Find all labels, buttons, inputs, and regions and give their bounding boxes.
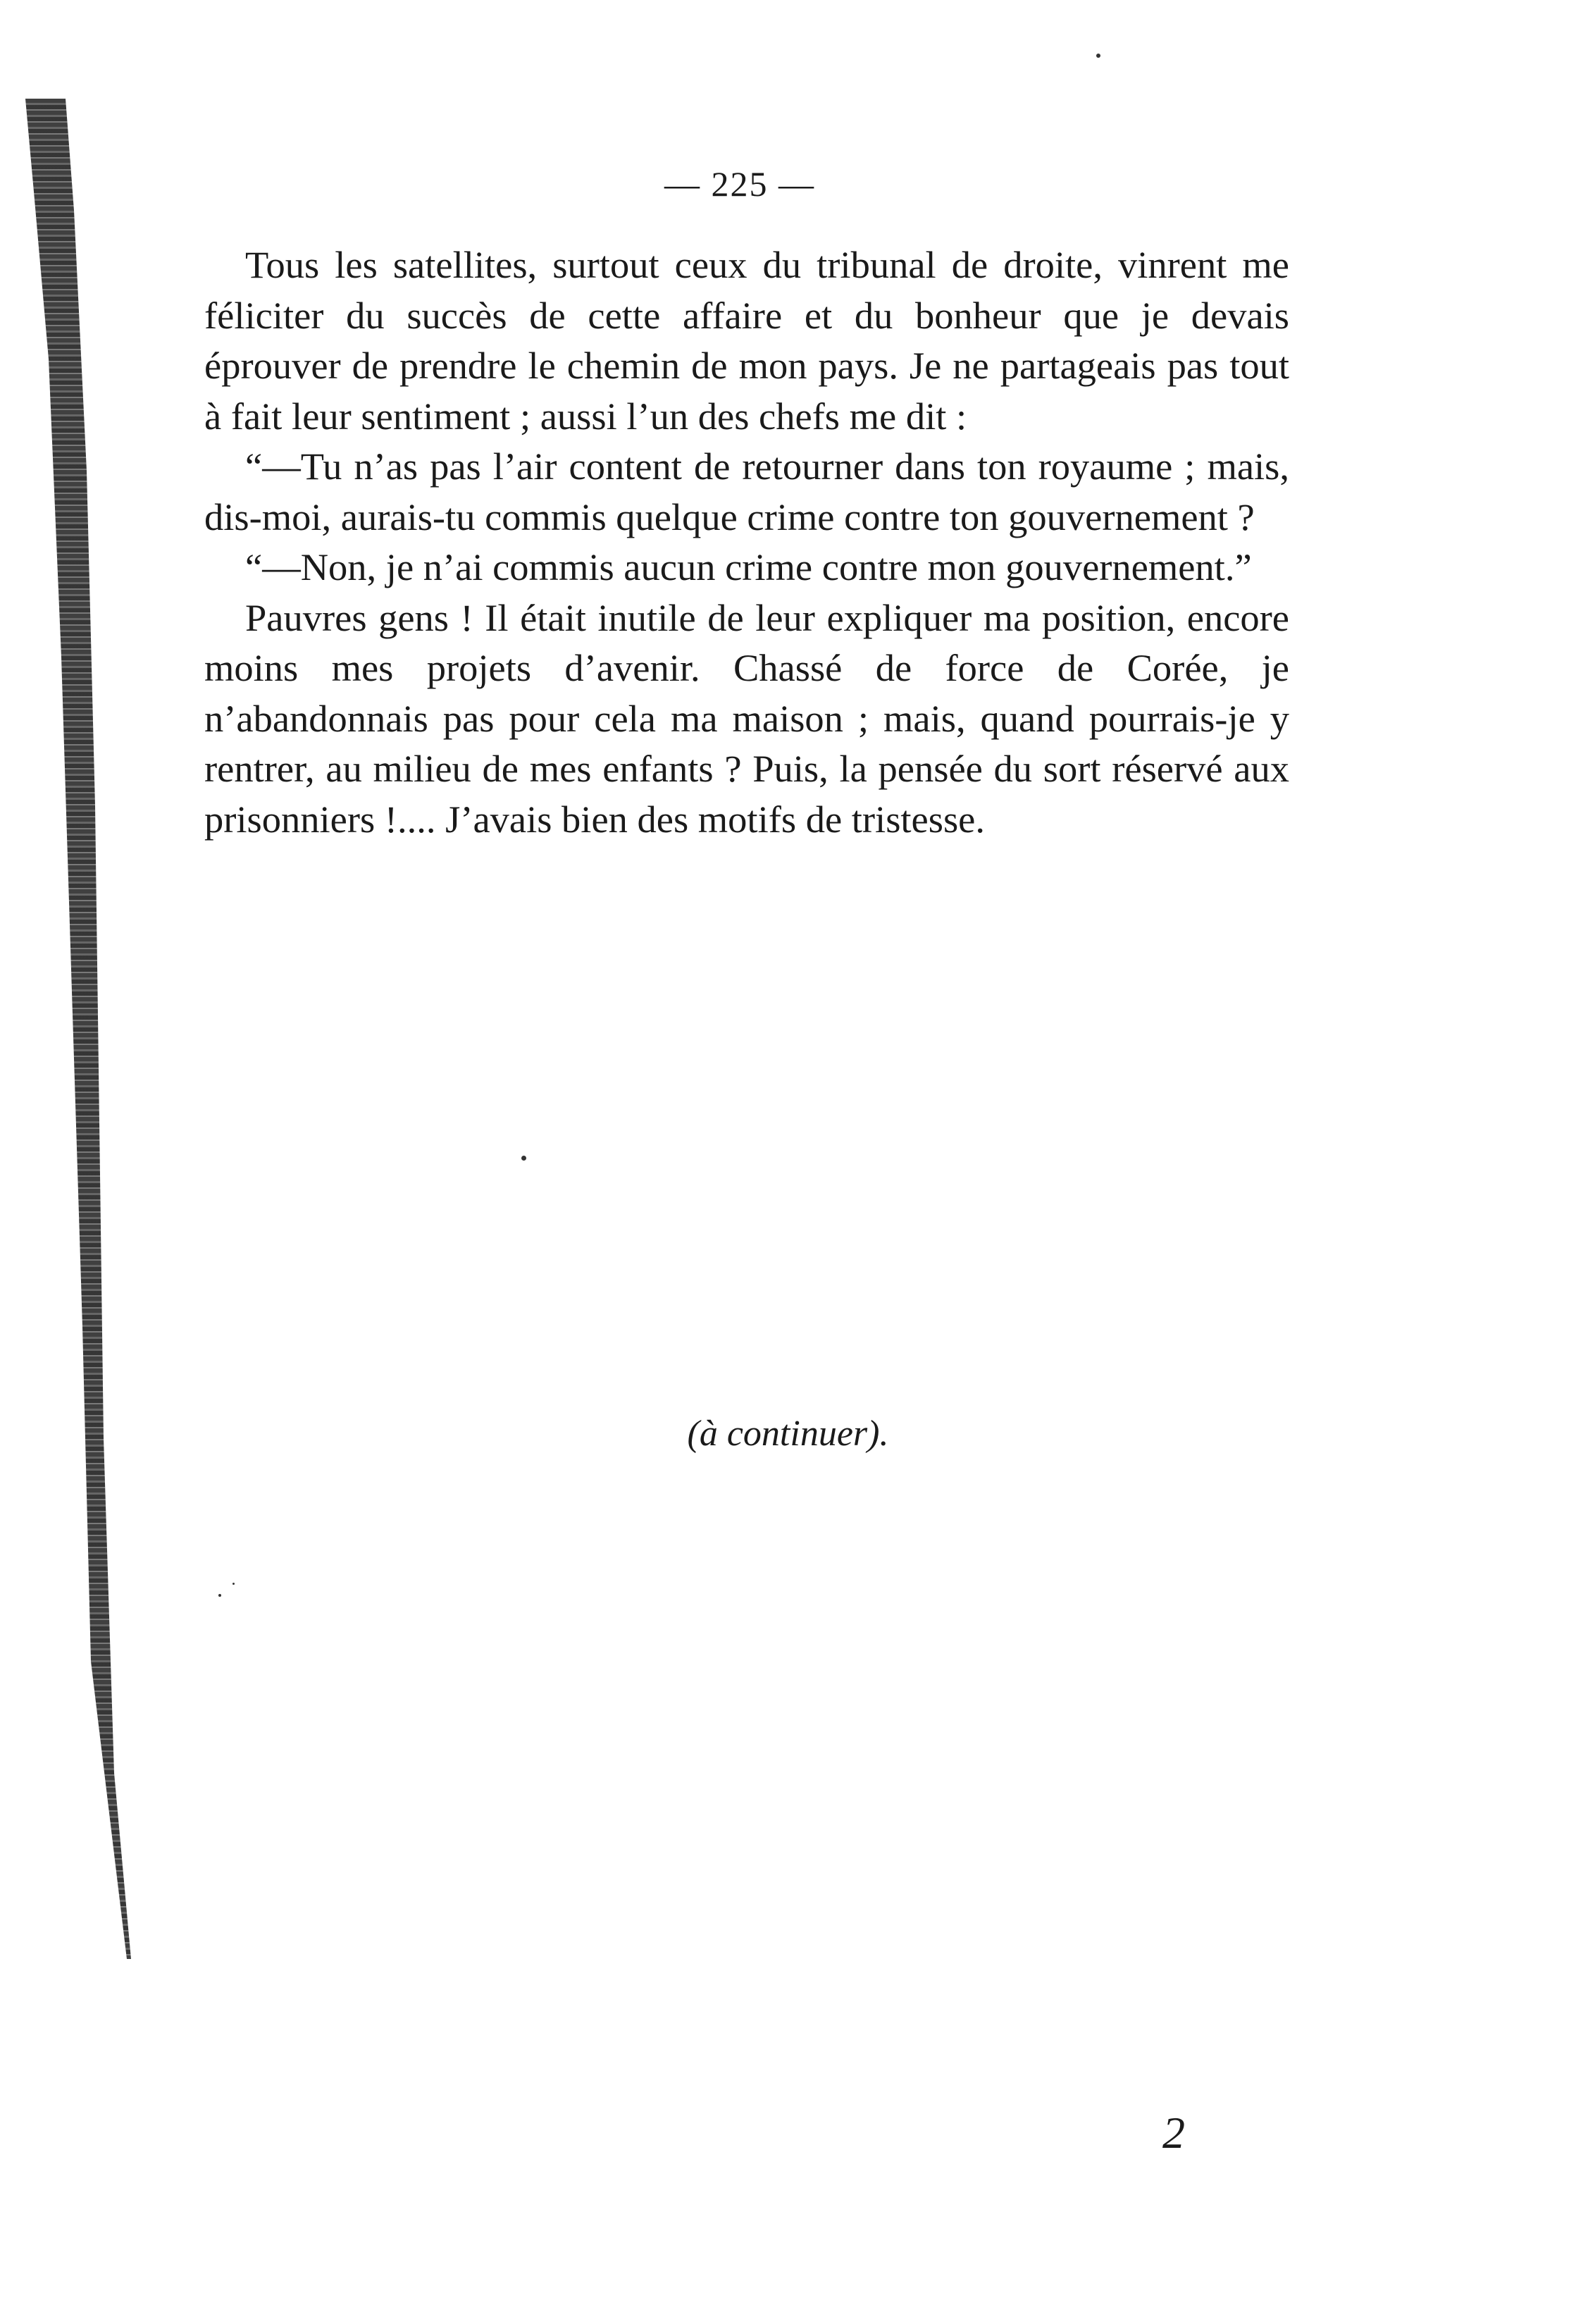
body-text bbox=[204, 240, 1289, 844]
paragraph: “—Tu n’as pas l’air content de retourner dans ton royaume ; mais, dis-moi, aurais-tu commis quelque crime contre ton gouvernement ? bbox=[204, 445, 1289, 538]
continuation-note: (à continuer). bbox=[687, 1414, 889, 1454]
page-number: — 225 — bbox=[664, 164, 815, 204]
binding-edge-scan bbox=[25, 99, 131, 1959]
paragraph: “—Non, je n’ai commis aucun crime contre mon gouvernement.” bbox=[245, 545, 1252, 588]
speck-decoration bbox=[1096, 54, 1100, 58]
paragraph: Pauvres gens ! Il était inutile de leur expliquer ma position, encore moins mes projets d’avenir. Chassé de force de Corée, je n’abandonnais pas pour cela ma maison ; mais, quand pourrais-je y rentrer, au milieu de mes enfants ? Puis, la pensée du sort réservé aux prisonniers !.... J’avais bien des motifs de tristesse. bbox=[204, 595, 1289, 841]
paragraph: Tous les satellites, surtout ceux du tribunal de droite, vinrent me féliciter du succès de cette affaire et du bonheur que je devais éprouver de prendre le chemin de mon pays. Je ne partageais pas tout à fait leur sentiment ; aussi l’un des chefs me dit : bbox=[204, 243, 1289, 438]
speck-decoration bbox=[521, 1156, 526, 1161]
speck-decoration bbox=[232, 1583, 235, 1585]
signature-mark: 2 bbox=[1162, 2108, 1185, 2158]
speck-decoration bbox=[218, 1594, 221, 1597]
